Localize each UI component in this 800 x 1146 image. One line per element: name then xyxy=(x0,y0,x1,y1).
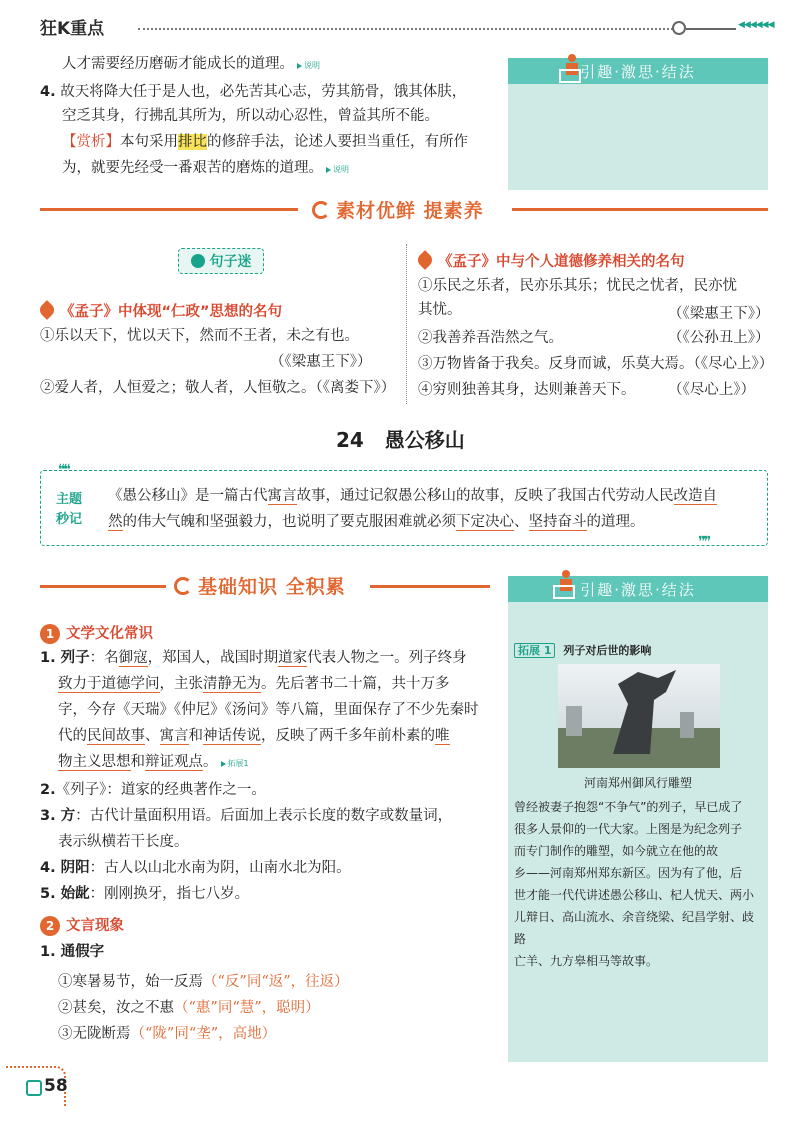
book-icon xyxy=(26,1080,42,1096)
banner-rule-left xyxy=(40,585,166,588)
brand-logo xyxy=(40,14,104,39)
sculpture-photo xyxy=(558,664,720,768)
right-quote-1: ①乐民之乐者，民亦乐其乐；忧民之忧者，民亦忧 xyxy=(418,278,737,294)
item-1-line-1: 1. 列子：名御寇，郑国人，战国时期道家代表人物之一。列子终身 xyxy=(40,650,467,666)
banner-rule-right xyxy=(370,585,490,588)
number-badge: 2 xyxy=(40,916,60,936)
tuozhan-heading: 拓展 1 列子对后世的影响 xyxy=(514,642,651,658)
page-number: 58 xyxy=(44,1076,68,1096)
item-1-line-4: 代的民间故事、寓言和神话传说，反映了两千多年前朴素的唯 xyxy=(58,728,450,744)
left-subtitle: 《孟子》中体现“仁政”思想的名句 xyxy=(40,300,282,321)
tongjia-item-3: ③无陇断焉（“陇”同“垄”，高地） xyxy=(58,1026,277,1042)
panel-header xyxy=(508,58,768,84)
right-quote-4-source: （《尽心上》） xyxy=(668,382,755,398)
shangxi-line-1: 【赏析】本句采用排比的修辞手法，论述人要担当重任，有所作 xyxy=(62,134,468,150)
swirl-icon xyxy=(312,201,330,219)
right-quote-2-source: （《公孙丑上》） xyxy=(668,330,770,346)
header-rule xyxy=(686,28,736,30)
side-panel-top xyxy=(508,58,768,190)
leaf-icon xyxy=(415,250,435,270)
panel-header xyxy=(508,576,768,602)
panel-title: 引趣·激思·结法 xyxy=(580,62,696,81)
right-quote-1-source: （《梁惠王下》） xyxy=(668,306,770,322)
sub-title-wenxue: 1 文学文化常识 xyxy=(40,622,153,644)
right-quote-2: ②我善养吾浩然之气。 xyxy=(418,330,563,346)
right-quote-3: ③万物皆备于我矣。反身而诚，乐莫大焉。（《尽心上》） xyxy=(418,356,774,372)
expand-tag[interactable]: 拓展1 xyxy=(221,759,249,768)
chapter-title: 24 愚公移山 xyxy=(336,428,465,452)
item-4-yinyang: 4. 阴阳：古人以山北水南为阴，山南水北为阳。 xyxy=(40,860,351,876)
shangxi-line-2: 为，就要先经受一番艰苦的磨炼的道理。 说明 xyxy=(62,160,349,176)
photo-caption: 河南郑州御风行雕塑 xyxy=(583,776,692,790)
item-4-line-2: 空乏其身，行拂乱其所为，所以动心忍性，曾益其所不能。 xyxy=(62,108,439,124)
header-arrows-ornament: ◀◀◀◀◀◀ xyxy=(738,20,774,30)
tongjia-title: 1. 通假字 xyxy=(40,944,105,960)
logo-text: 狂K重点 xyxy=(40,19,105,39)
column-divider xyxy=(406,244,407,404)
banner-rule-left xyxy=(40,208,298,211)
theme-line-2: 然的伟大气魄和坚强毅力，也说明了要克服困难就必须下定决心、坚持奋斗的道理。 xyxy=(108,514,645,530)
item-3-line-2: 表示纵横若干长度。 xyxy=(58,834,189,850)
item-2: 2.《列子》：道家的经典著作之一。 xyxy=(40,782,266,798)
item-5-shichen: 5. 始龀：刚刚换牙，指七八岁。 xyxy=(40,886,250,902)
top-line-1: 人才需要经历磨砺才能成长的道理。 说明 xyxy=(62,56,320,72)
reading-figure-icon xyxy=(556,52,586,86)
right-quote-4: ④穷则独善其身，达则兼善天下。 xyxy=(418,382,636,398)
quote-mark-icon: ❝❝ xyxy=(58,462,70,478)
left-quote-2: ②爱人者，人恒爱之；敬人者，人恒敬之。（《离娄下》） xyxy=(40,380,396,396)
tongjia-item-2: ②甚矣，汝之不惠（“惠”同“慧”，聪明） xyxy=(58,1000,320,1016)
header-circle-ornament xyxy=(672,21,686,35)
leaf-icon xyxy=(37,300,57,320)
panel-body-text: 曾经被妻子抱怨“不争气”的列子，早已成了 很多人景仰的一代大家。上图是为纪念列子 而专门制作的雕塑，如今就立在他的故 乡——河南郑州郑东新区。因为有了他，后 世才能一代代讲述愚公移山、杞人忧天、两小 儿辩日、高山流水、余音绕梁、纪昌学射、歧路 亡羊、九方皋相马等故事。 xyxy=(514,800,755,968)
header-dotted-rule xyxy=(138,28,673,30)
side-panel-bottom xyxy=(508,576,768,1062)
right-subtitle: 《孟子》中与个人道德修养相关的名句 xyxy=(418,250,685,271)
theme-box xyxy=(40,470,768,546)
section-title-jichu: 基础知识 全积累 xyxy=(174,572,346,599)
tongjia-item-1: ①寒暑易节，始一反焉（“反”同“返”，往返） xyxy=(58,974,349,990)
number-badge: 1 xyxy=(40,624,60,644)
reading-figure-icon xyxy=(550,568,580,602)
sentence-badge: 句子迷 xyxy=(178,248,264,274)
item-1-line-3: 字，今存《天瑞》《仲尼》《汤问》等八篇，里面保存了不少先秦时 xyxy=(58,702,479,718)
explain-tag: 说明 xyxy=(297,61,320,70)
left-quote-1: ①乐以天下，忧以天下，然而不王者，未之有也。 xyxy=(40,328,359,344)
explain-tag: 说明 xyxy=(326,165,349,174)
item-1-line-2: 致力于道德学问，主张清静无为。先后著书二十篇，共十万多 xyxy=(58,676,450,692)
panel-title: 引趣·激思·结法 xyxy=(580,580,696,599)
section-title-sucai: 素材优鲜 提素养 xyxy=(312,196,484,223)
key-icon xyxy=(191,254,205,268)
left-quote-1-source: （《梁惠王下》） xyxy=(270,354,372,370)
theme-line-1: 《愚公移山》是一篇古代寓言故事，通过记叙愚公移山的故事，反映了我国古代劳动人民改造自 xyxy=(108,488,717,504)
theme-label: 主题 秒记 xyxy=(56,492,83,527)
highlight-paibi: 排比 xyxy=(178,134,207,150)
right-quote-1-cont: 其忧。 xyxy=(418,302,462,318)
swirl-icon xyxy=(174,577,192,595)
banner-rule-right xyxy=(512,208,768,211)
item-4: 4. 故天将降大任于是人也，必先苦其心志，劳其筋骨，饿其体肤， xyxy=(40,84,467,100)
sculpture-image-icon xyxy=(558,664,720,768)
quote-mark-icon: ❞❞ xyxy=(698,534,710,550)
item-1-line-5: 物主义思想和辩证观点。 拓展1 xyxy=(58,754,249,770)
sub-title-wenyan: 2 文言现象 xyxy=(40,914,124,936)
shangxi-label: 【赏析】 xyxy=(62,134,120,150)
item-3-line-1: 3. 方：古代计量面积用语。后面加上表示长度的数字或数量词， xyxy=(40,808,453,824)
